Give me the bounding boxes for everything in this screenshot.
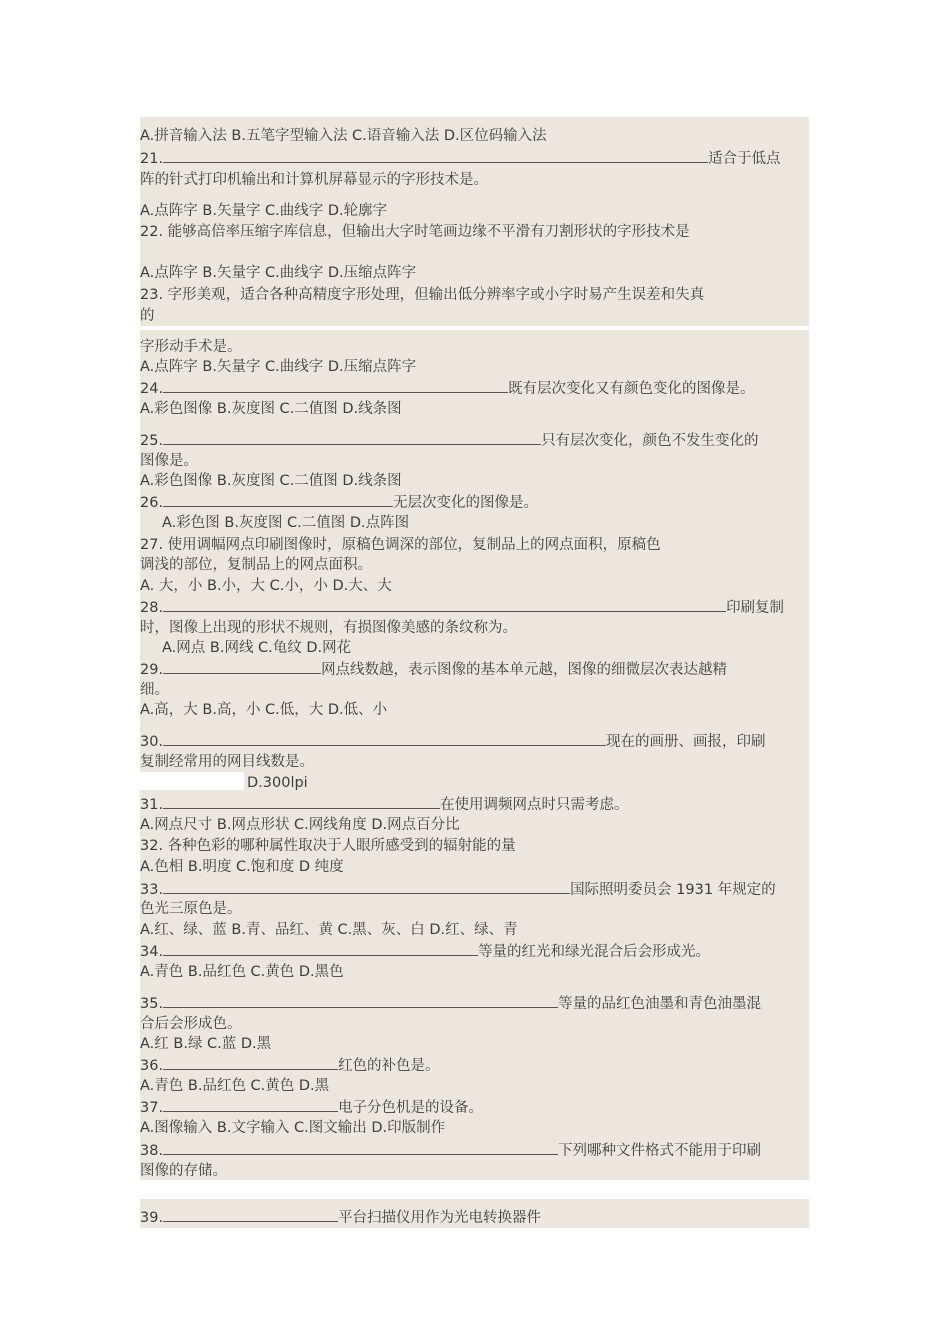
text-line <box>140 1055 440 1076</box>
text-line <box>140 170 488 190</box>
answer-blank <box>163 1207 338 1222</box>
line-text: 31. <box>140 797 164 813</box>
text-line <box>140 1014 242 1034</box>
text-line <box>140 451 198 471</box>
line-text: 35. <box>140 996 164 1012</box>
line-text: A.拼音输入法 B.五笔字型输入法 C.语音输入法 D.区位码输入法 <box>140 128 547 144</box>
text-line <box>140 836 516 856</box>
text-line <box>140 222 690 242</box>
answer-blank <box>163 492 393 507</box>
line-text: 字形动手术是。 <box>140 339 242 355</box>
text-line <box>140 535 661 555</box>
line-text: 23. 字形美观，适合各种高精度字形处理，但输出低分辨率字或小字时易产生误差和失真 <box>140 287 705 303</box>
line-text: 时，图像上出现的形状不规则，有损图像美感的条纹称为。 <box>140 620 517 636</box>
text-line <box>140 471 402 491</box>
text-line <box>140 794 629 815</box>
line-text: A.色相 B.明度 C.饱和度 D 纯度 <box>140 859 344 875</box>
text-line <box>140 306 155 326</box>
line-text: A.点阵字 B.矢量字 C.曲线字 D.压缩点阵字 <box>140 265 417 281</box>
answer-blank <box>163 941 478 956</box>
line-text: 在使用调频网点时只需考虑。 <box>440 797 629 813</box>
line-text: 的 <box>140 308 155 324</box>
text-line <box>140 357 416 377</box>
line-text: 下列哪种文件格式不能用于印刷 <box>558 1143 762 1159</box>
text-line <box>140 815 460 835</box>
text-line <box>140 597 784 618</box>
text-line <box>140 700 387 720</box>
line-text: 38. <box>140 1143 164 1159</box>
text-line <box>140 993 761 1014</box>
answer-blank <box>163 879 570 894</box>
line-text: 27. 使用调幅网点印刷图像时，原稿色调深的部位，复制品上的网点面积，原稿色 <box>140 537 661 553</box>
answer-blank <box>163 731 606 746</box>
text-line <box>140 680 169 700</box>
text-line <box>162 638 351 658</box>
line-text: 调浅的部位，复制品上的网点面积。 <box>140 557 372 573</box>
text-line <box>140 378 755 399</box>
line-text: 39. <box>140 1210 164 1226</box>
line-text: A.点阵字 B.矢量字 C.曲线字 D.轮廓字 <box>140 203 388 219</box>
line-text: 30. <box>140 734 164 750</box>
line-text: 22. 能够高倍率压缩字库信息，但输出大字时笔画边缘不平滑有刀割形状的字形技术是 <box>140 224 690 240</box>
text-line <box>140 659 727 680</box>
line-text: 26. <box>140 495 164 511</box>
line-text: 适合于低点 <box>708 151 781 167</box>
text-line <box>140 962 344 982</box>
text-line <box>140 555 372 575</box>
line-text: 阵的针式打印机输出和计算机屏幕显示的字形技术是。 <box>140 172 488 188</box>
line-text: 现在的画册、画报，印刷 <box>606 734 766 750</box>
line-text: 色光三原色是。 <box>140 901 242 917</box>
answer-blank <box>163 1140 558 1155</box>
text-line <box>140 148 781 169</box>
answer-blank <box>163 659 321 674</box>
line-text: 国际照明委员会 1931 年规定的 <box>570 882 776 898</box>
text-line <box>247 773 308 793</box>
answer-blank <box>163 993 558 1008</box>
text-line <box>140 492 538 513</box>
line-text: 25. <box>140 433 164 449</box>
text-line <box>140 1161 227 1181</box>
text-line <box>140 1097 483 1118</box>
text-line <box>140 618 517 638</box>
line-text: A.点阵字 B.矢量字 C.曲线字 D.压缩点阵字 <box>140 359 417 375</box>
text-line <box>140 1034 271 1054</box>
line-text: 红色的补色是。 <box>338 1058 440 1074</box>
text-line <box>140 752 314 772</box>
line-text: 平台扫描仪用作为光电转换器件 <box>338 1210 542 1226</box>
text-line <box>140 201 387 221</box>
line-text: 电子分色机是的设备。 <box>338 1100 484 1116</box>
line-text: A.网点尺寸 B.网点形状 C.网线角度 D.网点百分比 <box>140 817 460 833</box>
line-text: 只有层次变化，颜色不发生变化的 <box>541 433 759 449</box>
line-text: 图像是。 <box>140 453 198 469</box>
line-text: 合后会形成色。 <box>140 1016 242 1032</box>
text-line <box>140 430 759 451</box>
line-text: 既有层次变化又有颜色变化的图像是。 <box>508 381 755 397</box>
answer-blank <box>163 430 541 445</box>
line-text: 图像的存储。 <box>140 1163 227 1179</box>
text-line <box>140 1140 761 1161</box>
answer-gap <box>140 772 244 790</box>
line-text: A.彩色图像 B.灰度图 C.二值图 D.线条图 <box>140 473 402 489</box>
line-text: 无层次变化的图像是。 <box>393 495 539 511</box>
line-text: 复制经常用的网目线数是。 <box>140 754 314 770</box>
line-text: A.青色 B.品红色 C.黄色 D.黑色 <box>140 964 344 980</box>
answer-blank <box>163 1097 338 1112</box>
line-text: 33. <box>140 882 164 898</box>
line-text: A.青色 B.品红色 C.黄色 D.黑 <box>140 1078 330 1094</box>
line-text: A.红 B.绿 C.蓝 D.黑 <box>140 1036 272 1052</box>
line-text: A.红、绿、蓝 B.青、品红、黄 C.黑、灰、白 D.红、绿、青 <box>140 922 518 938</box>
line-text: 等量的品红色油墨和青色油墨混 <box>558 996 762 1012</box>
line-text: 21. <box>140 151 164 167</box>
text-line <box>140 399 402 419</box>
text-line <box>140 263 416 283</box>
line-text: 网点线数越，表示图像的基本单元越，图像的细微层次表达越精 <box>321 662 728 678</box>
line-text: A.彩色图像 B.灰度图 C.二值图 D.线条图 <box>140 401 402 417</box>
text-line <box>140 857 344 877</box>
text-line <box>140 920 518 940</box>
answer-blank <box>163 1055 338 1070</box>
line-text: D.300lpi <box>247 775 308 791</box>
line-text: 36. <box>140 1058 164 1074</box>
line-text: 34. <box>140 944 164 960</box>
answer-blank <box>163 597 726 612</box>
answer-blank <box>163 148 708 163</box>
text-line <box>140 337 242 357</box>
line-text: 32. 各种色彩的哪种属性取决于人眼所感受到的辐射能的量 <box>140 838 516 854</box>
line-text: 28. <box>140 600 164 616</box>
answer-blank <box>163 794 440 809</box>
line-text: A.高，大 B.高，小 C.低，大 D.低、小 <box>140 702 388 718</box>
line-text: A.图像输入 B.文字输入 C.图文输出 D.印版制作 <box>140 1120 446 1136</box>
text-line <box>140 879 776 900</box>
text-line <box>140 731 766 752</box>
text-line <box>140 899 242 919</box>
line-text: 细。 <box>140 682 169 698</box>
line-text: A.彩色图 B.灰度图 C.二值图 D.点阵图 <box>162 515 410 531</box>
line-text: 37. <box>140 1100 164 1116</box>
line-text: 等量的红光和绿光混合后会形成光。 <box>478 944 711 960</box>
text-line <box>140 576 392 596</box>
line-text: A. 大，小 B.小，大 C.小，小 D.大、大 <box>140 578 392 594</box>
text-line <box>140 1076 329 1096</box>
text-line <box>140 285 704 305</box>
line-text: 印刷复制 <box>726 600 785 616</box>
line-text: 29. <box>140 662 164 678</box>
text-line <box>140 941 710 962</box>
answer-blank <box>163 378 508 393</box>
text-line <box>140 1118 445 1138</box>
line-text: 24. <box>140 381 164 397</box>
text-line <box>140 1207 541 1228</box>
text-line <box>140 126 547 146</box>
line-text: A.网点 B.网线 C.龟纹 D.网花 <box>162 640 352 656</box>
text-line <box>162 513 409 533</box>
